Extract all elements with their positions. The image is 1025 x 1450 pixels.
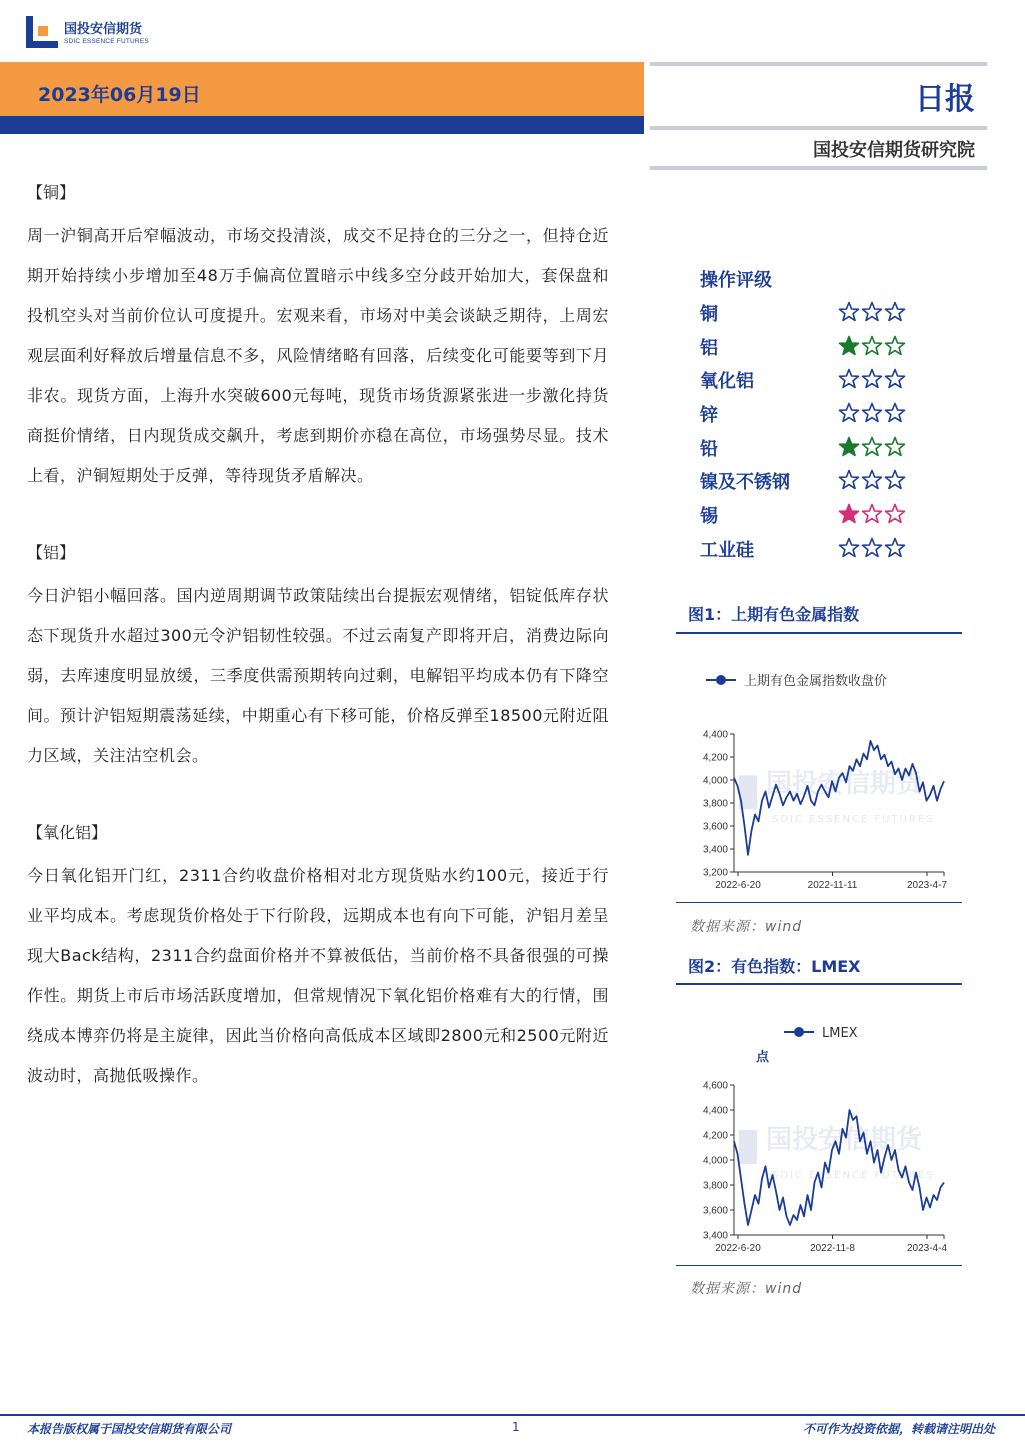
rating-row bbox=[700, 330, 940, 364]
figure-1-title: 图1：上期有色金属指数 bbox=[688, 605, 860, 624]
metal-name: 铜 bbox=[700, 304, 718, 325]
rating-row bbox=[700, 296, 940, 330]
y-tick-label: 4,200 bbox=[702, 752, 728, 764]
rating-row bbox=[700, 464, 940, 498]
section-body: 周一沪铜高开后窄幅波动，市场交投清淡，成交不足持仓的三分之一，但持仓近期开始持续小步增加至48万手偏高位置暗示中线多空分歧开始加大，套保盘和投机空头对当前价位认可度提升。宏观来看，市场对中美会谈缺乏期待，上周宏观层面利好释放后增量信息不多，风险情绪略有回落，后续变化可能要等到下月非农。现货方面，上海升水突破600元每吨，现货市场货源紧张进一步激化持货商挺价情绪，日内现货成交飙升，考虑到期价亦稳在高位，市场强势尽显。技术上看，沪铜短期处于反弹，等待现货矛盾解决。 bbox=[27, 226, 609, 485]
commentary-column bbox=[27, 176, 609, 1136]
footer-disclaimer: 不可作为投资依据，转载请注明出处 bbox=[802, 1422, 995, 1436]
watermark-text: 国投安信期货 bbox=[766, 768, 923, 799]
rating-stars bbox=[838, 301, 906, 323]
star-outline-icon bbox=[884, 402, 906, 424]
section-body: 今日氧化铝开门红，2311合约收盘价格相对北方现货贴水约100元，接近于行业平均成本。考虑现货价格处于下行阶段，远期成本也有向下可能，沪铝月差呈现大Back结构，2311合约盘面价格并不算被低估，当前价格不具备很强的可操作性。期货上市后市场活跃度增加，但常规情况下氧化铝价格难有大的行情，围绕成本博弈仍将是主旋律，因此当价格向高低成本区域即2800元和2500元附近波动时，高抛低吸操作。 bbox=[27, 866, 609, 1085]
header-divider-bottom bbox=[650, 166, 987, 170]
figure-1-chart bbox=[676, 640, 966, 902]
x-tick-label: 2022-11-8 bbox=[810, 1243, 855, 1254]
footer-copyright: 本报告版权属于国投安信期货有限公司 bbox=[27, 1422, 232, 1436]
star-outline-icon bbox=[861, 301, 883, 323]
rating-row bbox=[700, 498, 940, 532]
figure-2-title: 图2：有色指数：LMEX bbox=[688, 957, 861, 976]
logo-text-en: SDIC ESSENCE FUTURES bbox=[64, 38, 149, 45]
section-aluminum bbox=[27, 536, 609, 776]
star-filled-icon bbox=[838, 503, 860, 525]
star-outline-icon bbox=[884, 368, 906, 390]
figure-1-top-rule bbox=[676, 632, 962, 634]
rating-stars bbox=[838, 368, 906, 390]
header-divider-top bbox=[650, 62, 987, 66]
y-tick-label: 3,600 bbox=[702, 1205, 728, 1217]
star-outline-icon bbox=[861, 368, 883, 390]
star-outline-icon bbox=[838, 469, 860, 491]
x-tick-label: 2022-6-20 bbox=[715, 880, 761, 891]
star-outline-icon bbox=[884, 301, 906, 323]
x-tick-label: 2022-6-20 bbox=[715, 1243, 761, 1254]
rating-stars bbox=[838, 469, 906, 491]
star-outline-icon bbox=[861, 469, 883, 491]
ratings-title: 操作评级 bbox=[700, 270, 772, 291]
star-outline-icon bbox=[838, 537, 860, 559]
legend-marker bbox=[794, 1027, 804, 1037]
section-alumina bbox=[27, 816, 609, 1096]
header-divider-middle bbox=[650, 126, 987, 130]
legend-marker bbox=[716, 675, 726, 685]
rating-row bbox=[700, 532, 940, 566]
metal-name: 工业硅 bbox=[700, 539, 754, 561]
y-tick-label: 3,400 bbox=[702, 1230, 728, 1242]
section-title: 【铝】 bbox=[27, 543, 76, 562]
star-outline-icon bbox=[884, 335, 906, 357]
rating-stars bbox=[838, 436, 906, 458]
figure-2-chart bbox=[676, 992, 966, 1264]
star-filled-icon bbox=[838, 436, 860, 458]
figure-2-top-rule bbox=[676, 983, 962, 985]
y-tick-label: 3,200 bbox=[702, 867, 728, 879]
section-body: 今日沪铝小幅回落。国内逆周期调节政策陆续出台提振宏观情绪，铝锭低库存状态下现货升水超过300元令沪铝韧性较强。不过云南复产即将开启，消费边际向弱，去库速度明显放缓，三季度供需预期转向过剩，电解铝平均成本仍有下降空间。预计沪铝短期震荡延续，中期重心有下移可能，价格反弹至18500元附近阻力区域，关注沽空机会。 bbox=[27, 586, 609, 765]
company-logo bbox=[26, 14, 176, 54]
legend-label: LMEX bbox=[822, 1026, 858, 1041]
star-outline-icon bbox=[838, 402, 860, 424]
star-outline-icon bbox=[884, 537, 906, 559]
report-date: 2023年06月19日 bbox=[38, 84, 201, 106]
metal-name: 铝 bbox=[700, 337, 718, 359]
star-outline-icon bbox=[838, 368, 860, 390]
y-axis-unit: 点 bbox=[756, 1050, 770, 1065]
metal-name: 铅 bbox=[700, 438, 718, 460]
section-title: 【氧化铝】 bbox=[27, 823, 108, 842]
logo-mark-icon bbox=[26, 16, 58, 48]
y-tick-label: 4,000 bbox=[702, 1155, 728, 1167]
metal-name: 氧化铝 bbox=[700, 371, 754, 393]
y-tick-label: 3,800 bbox=[702, 1180, 728, 1192]
chart-legend bbox=[784, 1026, 858, 1041]
header-blue-band bbox=[0, 116, 644, 134]
star-outline-icon bbox=[861, 436, 883, 458]
watermark-subtext: SDIC ESSENCE FUTURES bbox=[772, 1170, 935, 1181]
star-outline-icon bbox=[861, 503, 883, 525]
figure-1-bottom-rule bbox=[676, 902, 962, 903]
rating-row bbox=[700, 363, 940, 397]
legend-label: 上期有色金属指数收盘价 bbox=[744, 674, 888, 689]
star-outline-icon bbox=[861, 537, 883, 559]
rating-stars bbox=[838, 503, 906, 525]
figure-2-source: 数据来源：wind bbox=[690, 1281, 803, 1297]
ratings-table bbox=[700, 296, 940, 566]
metal-name: 锌 bbox=[700, 405, 718, 427]
report-type-title: 日报 bbox=[915, 82, 975, 117]
section-title: 【铜】 bbox=[27, 183, 76, 202]
star-outline-icon bbox=[861, 335, 883, 357]
institute-name: 国投安信期货研究院 bbox=[813, 140, 975, 161]
y-tick-label: 4,600 bbox=[702, 1080, 728, 1092]
logo-text-cn: 国投安信期货 bbox=[64, 22, 143, 37]
x-tick-label: 2023-4-7 bbox=[906, 880, 948, 891]
star-outline-icon bbox=[884, 503, 906, 525]
figure-2-bottom-rule bbox=[676, 1265, 962, 1266]
watermark-text: 国投安信期货 bbox=[766, 1125, 923, 1155]
y-tick-label: 4,400 bbox=[702, 1105, 728, 1117]
rating-stars bbox=[838, 537, 906, 559]
y-tick-label: 4,200 bbox=[702, 1130, 728, 1142]
y-tick-label: 3,600 bbox=[702, 821, 728, 833]
star-outline-icon bbox=[884, 469, 906, 491]
y-tick-label: 4,400 bbox=[702, 729, 728, 741]
star-outline-icon bbox=[884, 436, 906, 458]
metal-name: 镍及不锈钢 bbox=[700, 472, 790, 494]
x-tick-label: 2022-11-11 bbox=[807, 880, 858, 891]
y-tick-label: 3,400 bbox=[702, 844, 728, 856]
star-outline-icon bbox=[861, 402, 883, 424]
section-copper bbox=[27, 176, 609, 496]
footer-rule bbox=[0, 1414, 1025, 1416]
y-tick-label: 4,000 bbox=[702, 775, 728, 787]
watermark-mark bbox=[739, 1130, 757, 1164]
rating-row bbox=[700, 397, 940, 431]
star-filled-icon bbox=[838, 335, 860, 357]
metal-name: 锡 bbox=[700, 506, 718, 528]
rating-stars bbox=[838, 402, 906, 424]
rating-row bbox=[700, 431, 940, 465]
chart-legend bbox=[706, 673, 887, 689]
star-outline-icon bbox=[838, 301, 860, 323]
figure-1-source: 数据来源：wind bbox=[690, 919, 803, 935]
y-tick-label: 3,800 bbox=[702, 798, 728, 810]
rating-stars bbox=[838, 335, 906, 357]
x-tick-label: 2023-4-4 bbox=[906, 1243, 948, 1254]
watermark-subtext: SDIC ESSENCE FUTURES bbox=[772, 813, 935, 825]
page-number: 1 bbox=[512, 1420, 520, 1434]
